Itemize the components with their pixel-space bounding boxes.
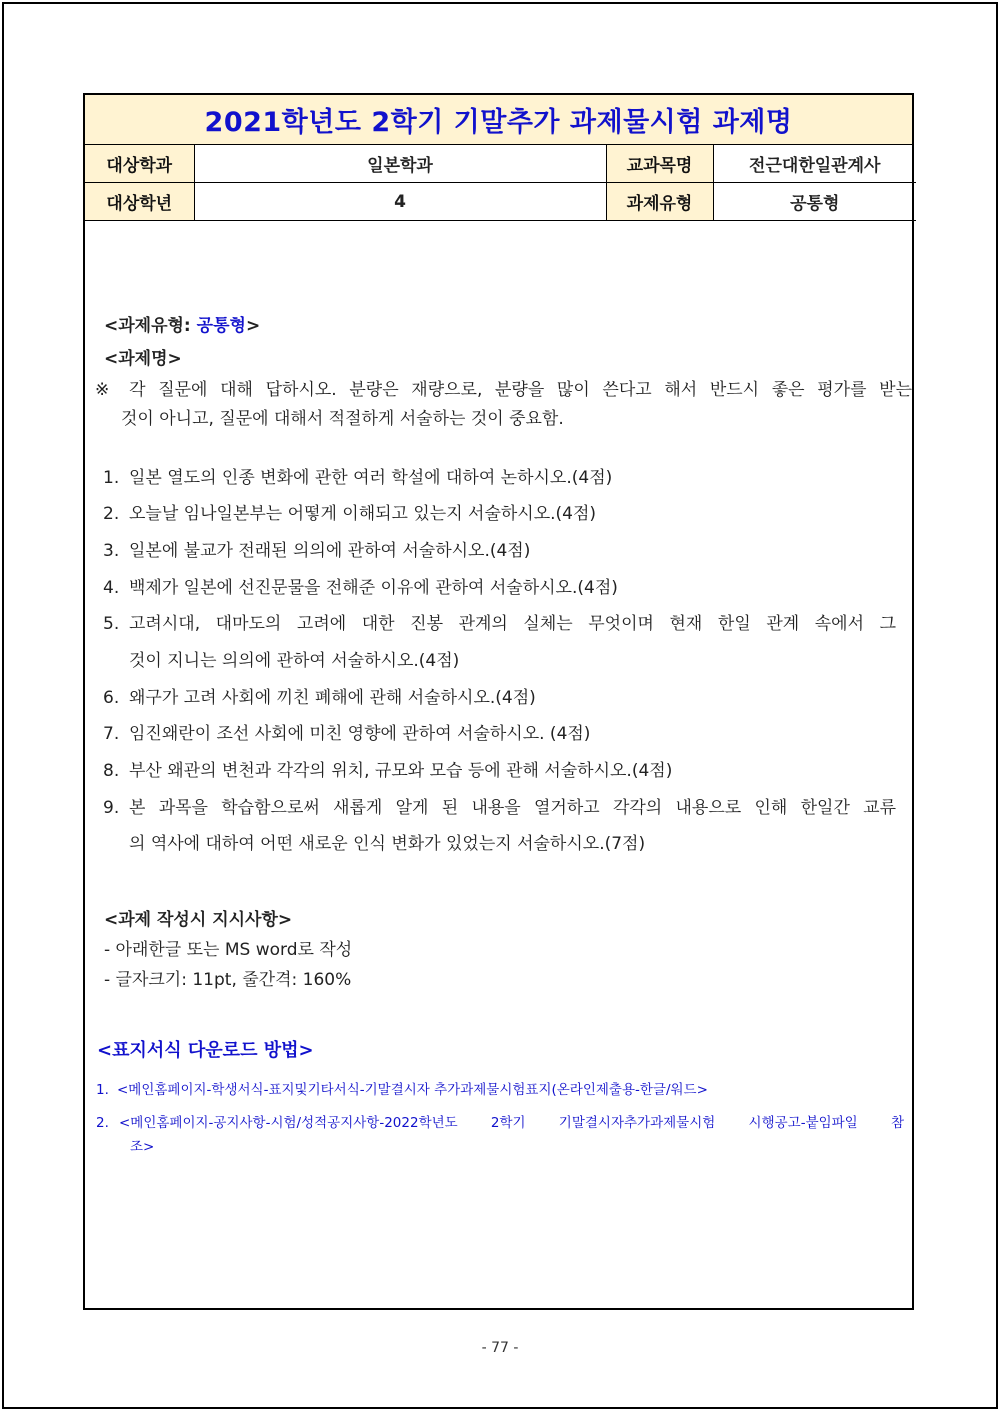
note-line-2: 것이 아니고, 질문에 대해서 적절하게 서술하는 것이 중요함. <box>121 409 564 429</box>
info-row-dept <box>85 145 916 183</box>
download-item-text: <메인홈페이지-학생서식-표지및기타서식-기말결시자 추가과제물시험표지(온라인제출용-한글/워드> <box>117 1082 708 1098</box>
info-row-year <box>85 183 916 221</box>
assignment-type-line <box>104 315 260 337</box>
question-number: 4. <box>103 578 120 598</box>
question-number: 7. <box>103 724 120 744</box>
question-number: 3. <box>103 541 120 561</box>
question-text: 부산 왜관의 변천과 각각의 위치, 규모와 모습 등에 관해 서술하시오.(4점) <box>129 761 673 781</box>
download-heading: <표지서식 다운로드 방법> <box>97 1040 314 1061</box>
assignment-name-heading: <과제명> <box>104 349 182 369</box>
info-table <box>85 145 916 221</box>
question-number: 8. <box>103 761 120 781</box>
note-line-1: ※ 각 질문에 대해 답하시오. 분량은 재량으로, 분량을 많이 쓴다고 해서 반드시 좋은 평가를 받는 <box>95 380 912 400</box>
question-text: 일본 열도의 인종 변화에 관한 여러 학설에 대하여 논하시오.(4점) <box>129 468 613 488</box>
assignment-type-prefix: <과제유형: <box>104 316 197 336</box>
download-item-number: 1. <box>96 1082 109 1098</box>
type-value: 공통형 <box>713 183 916 221</box>
question-text-cont: 것이 지니는 의의에 관하여 서술하시오.(4점) <box>129 651 460 671</box>
dept-value: 일본학과 <box>194 145 606 183</box>
page-title: 2021학년도 2학기 기말추가 과제물시험 과제명 <box>85 95 912 145</box>
type-label: 과제유형 <box>606 183 713 221</box>
question-number: 5. <box>103 614 120 634</box>
instruction-item: - 아래한글 또는 MS word로 작성 <box>104 940 353 960</box>
question-number: 1. <box>103 468 120 488</box>
year-label: 대상학년 <box>85 183 194 221</box>
page-number: - 77 - <box>481 1340 519 1356</box>
dept-label: 대상학과 <box>85 145 194 183</box>
question-text-cont: 의 역사에 대하여 어떤 새로운 인식 변화가 있었는지 서술하시오.(7점) <box>129 834 646 854</box>
course-value: 전근대한일관계사 <box>713 145 916 183</box>
assignment-type-value: 공통형 <box>196 316 246 336</box>
course-label: 교과목명 <box>606 145 713 183</box>
download-item-text: <메인홈페이지-공지사항-시험/성적공지사항-2022학년도 2학기 기말결시자추가과제물시험 시행공고-붙임파일 참 <box>119 1115 904 1131</box>
question-text: 임진왜란이 조선 사회에 미친 영향에 관하여 서술하시오. (4점) <box>129 724 591 744</box>
question-number: 9. <box>103 798 120 818</box>
question-text: 오늘날 임나일본부는 어떻게 이해되고 있는지 서술하시오.(4점) <box>129 504 597 524</box>
download-item-text-cont: 조> <box>130 1139 155 1155</box>
question-number: 6. <box>103 688 120 708</box>
question-text: 본 과목을 학습함으로써 새롭게 알게 된 내용을 열거하고 각각의 내용으로 인해 한일간 교류 <box>129 798 896 818</box>
question-text: 백제가 일본에 선진문물을 전해준 이유에 관하여 서술하시오.(4점) <box>129 578 618 598</box>
instructions-heading: <과제 작성시 지시사항> <box>104 910 293 930</box>
question-text: 왜구가 고려 사회에 끼친 폐해에 관해 서술하시오.(4점) <box>129 688 536 708</box>
question-text: 일본에 불교가 전래된 의의에 관하여 서술하시오.(4점) <box>129 541 531 561</box>
question-text: 고려시대, 대마도의 고려에 대한 진봉 관계의 실체는 무엇이며 현재 한일 관계 속에서 그 <box>129 614 896 634</box>
year-value: 4 <box>194 183 606 221</box>
instruction-item: - 글자크기: 11pt, 줄간격: 160% <box>104 970 352 990</box>
assignment-type-suffix: > <box>245 316 261 336</box>
question-number: 2. <box>103 504 120 524</box>
download-item-number: 2. <box>96 1115 109 1131</box>
